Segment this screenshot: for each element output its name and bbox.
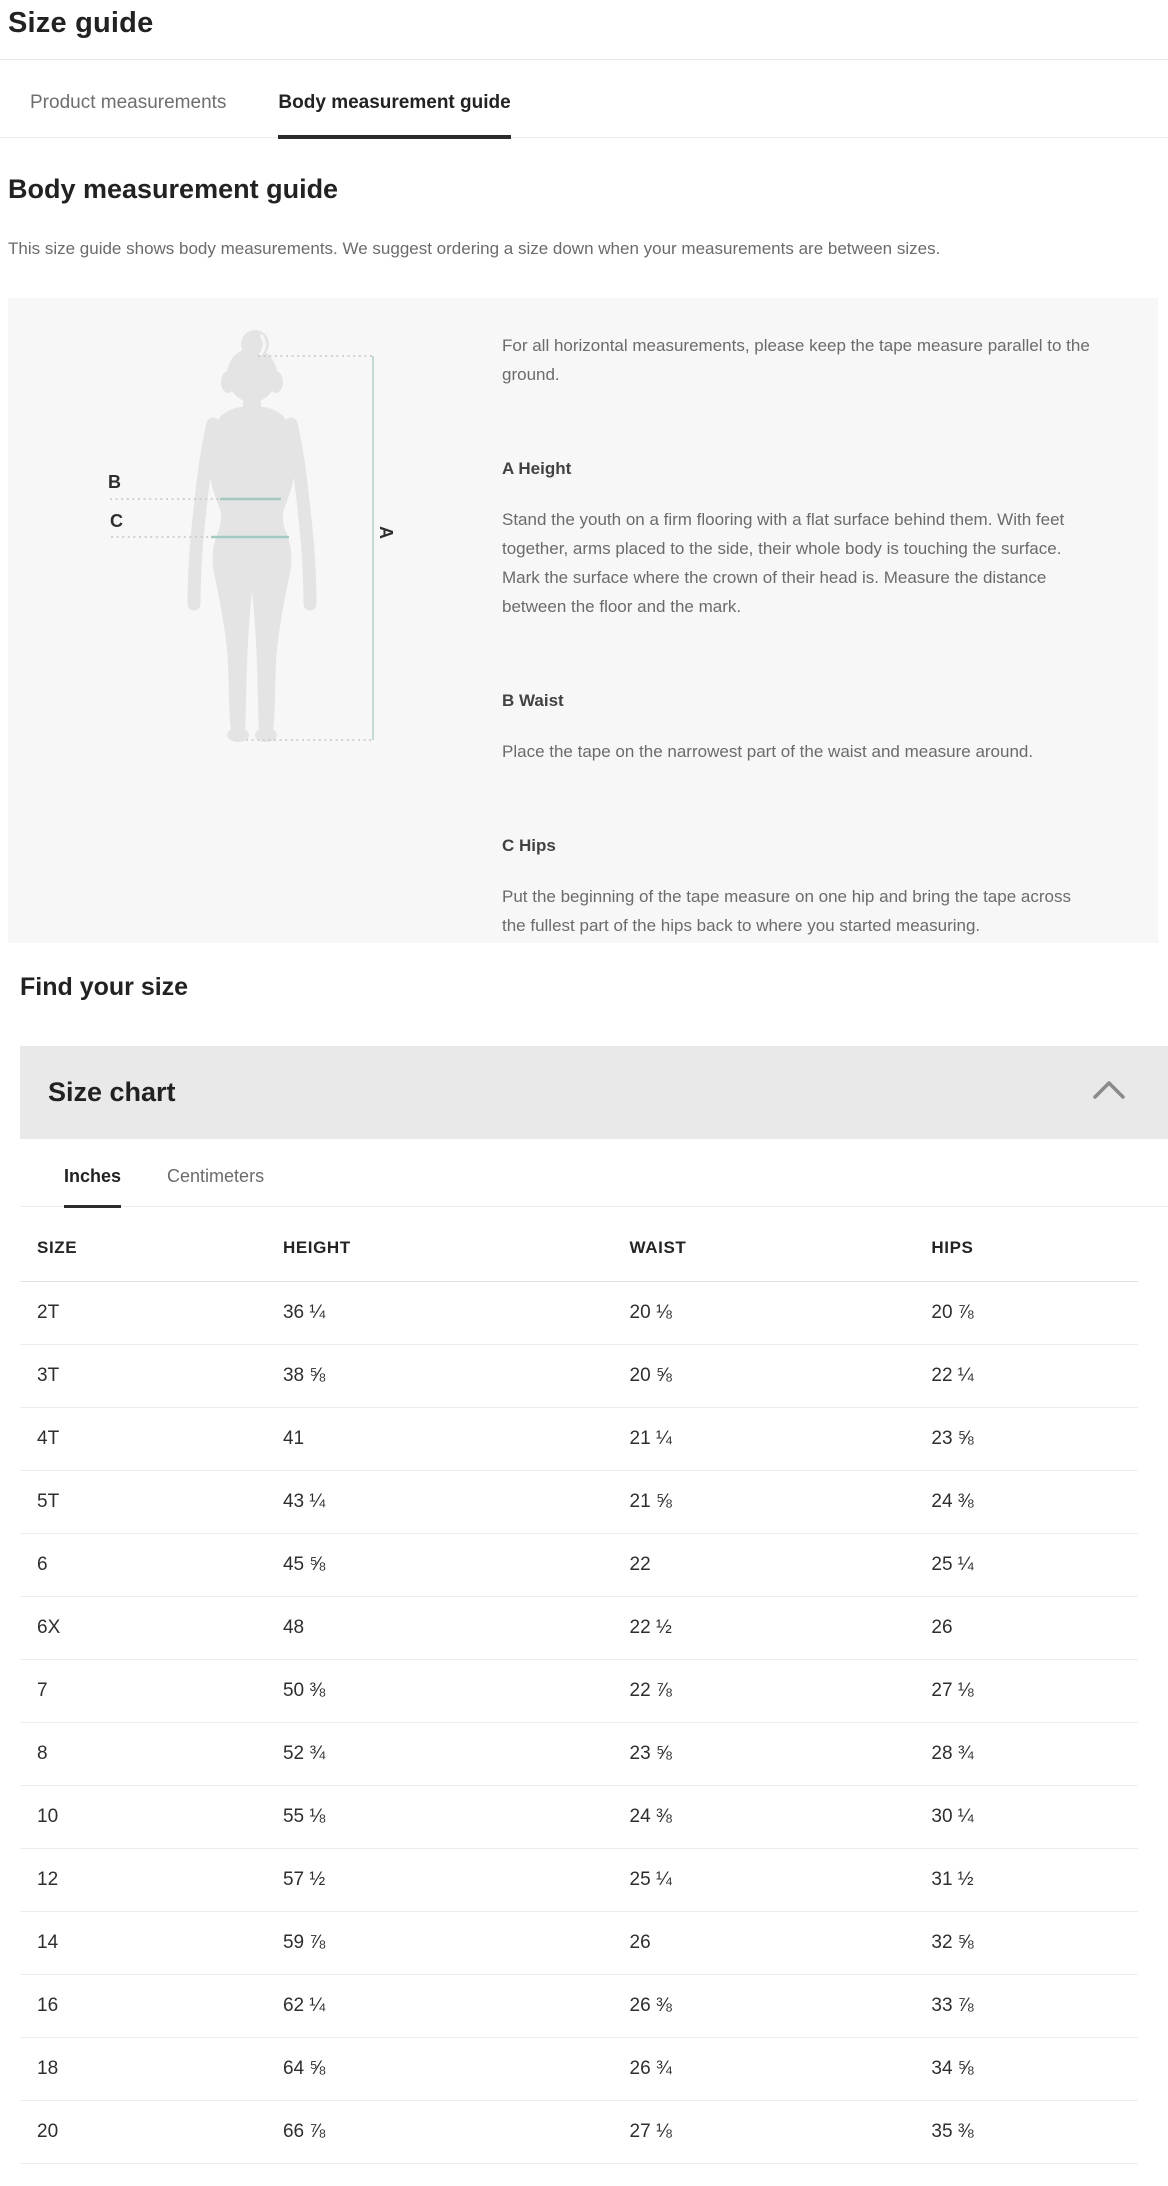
left-foot — [227, 728, 249, 742]
table-row — [20, 2038, 1138, 2101]
cell-height: 55 ⅛ — [266, 1786, 613, 1849]
cell-hips: 27 ⅛ — [914, 1660, 1138, 1723]
cell-height: 64 ⅝ — [266, 2038, 613, 2101]
label-a: A — [376, 526, 396, 539]
cell-hips: 30 ¼ — [914, 1786, 1138, 1849]
cell-waist: 22 — [613, 1534, 915, 1597]
table-row — [20, 1660, 1138, 1723]
cell-waist: 23 ⅝ — [613, 1723, 915, 1786]
column-header-size: SIZE — [20, 1207, 266, 1282]
table-row — [20, 1849, 1138, 1912]
cell-waist: 26 — [613, 1912, 915, 1975]
left-arm — [194, 424, 213, 604]
cell-height: 59 ⅞ — [266, 1912, 613, 1975]
chevron-up-icon[interactable] — [1092, 1080, 1126, 1105]
table-row — [20, 1471, 1138, 1534]
hair-left — [221, 371, 235, 393]
height-instruction — [502, 459, 1094, 621]
cell-waist: 26 ¾ — [613, 2038, 915, 2101]
measurement-instructions — [498, 298, 1158, 943]
label-b: B — [108, 472, 121, 492]
table-row — [20, 1282, 1138, 1345]
cell-waist: 25 ¼ — [613, 1849, 915, 1912]
table-row — [20, 1975, 1138, 2038]
cell-height: 36 ¼ — [266, 1282, 613, 1345]
cell-height: 52 ¾ — [266, 1723, 613, 1786]
cell-size: 7 — [20, 1660, 266, 1723]
unit-tabbar — [20, 1139, 1168, 1207]
cell-hips: 33 ⅞ — [914, 1975, 1138, 2038]
cell-size: 18 — [20, 2038, 266, 2101]
cell-height: 50 ⅜ — [266, 1660, 613, 1723]
hips-instruction-label: C Hips — [502, 836, 556, 855]
cell-waist: 24 ⅜ — [613, 1786, 915, 1849]
cell-waist: 20 ⅛ — [613, 1282, 915, 1345]
label-c: C — [110, 511, 123, 531]
guide-tabbar — [0, 60, 1168, 138]
cell-hips: 20 ⅞ — [914, 1282, 1138, 1345]
waist-instruction-text: Place the tape on the narrowest part of the waist and measure around. — [502, 742, 1034, 761]
cell-size: 2T — [20, 1282, 266, 1345]
cell-waist: 20 ⅝ — [613, 1345, 915, 1408]
cell-size: 4T — [20, 1408, 266, 1471]
cell-hips: 28 ¾ — [914, 1723, 1138, 1786]
table-row — [20, 1723, 1138, 1786]
cell-hips: 34 ⅝ — [914, 2038, 1138, 2101]
column-header-hips: HIPS — [914, 1207, 1138, 1282]
tab-centimeters[interactable]: Centimeters — [167, 1166, 265, 1186]
size-chart-accordion-header[interactable] — [20, 1046, 1168, 1139]
cell-hips: 32 ⅝ — [914, 1912, 1138, 1975]
table-header-row — [20, 1207, 1138, 1282]
body-figure-svg — [8, 298, 498, 943]
cell-height: 45 ⅝ — [266, 1534, 613, 1597]
cell-size: 16 — [20, 1975, 266, 2038]
table-row — [20, 1408, 1138, 1471]
cell-hips: 26 — [914, 1597, 1138, 1660]
table-row — [20, 2101, 1138, 2164]
body-guide-heading: Body measurement guide — [8, 174, 339, 204]
cell-size: 3T — [20, 1345, 266, 1408]
cell-waist: 27 ⅛ — [613, 2101, 915, 2164]
cell-height: 66 ⅞ — [266, 2101, 613, 2164]
cell-waist: 21 ¼ — [613, 1408, 915, 1471]
cell-waist: 22 ⅞ — [613, 1660, 915, 1723]
waist-instruction — [502, 691, 1094, 766]
tab-inches[interactable]: Inches — [64, 1166, 121, 1208]
cell-size: 12 — [20, 1849, 266, 1912]
size-chart-title: Size chart — [48, 1077, 176, 1107]
cell-height: 38 ⅝ — [266, 1345, 613, 1408]
cell-size: 8 — [20, 1723, 266, 1786]
tab-body-measurement-guide[interactable]: Body measurement guide — [278, 92, 510, 139]
cell-waist: 22 ½ — [613, 1597, 915, 1660]
cell-height: 57 ½ — [266, 1849, 613, 1912]
table-row — [20, 1786, 1138, 1849]
torso-and-legs — [209, 406, 295, 734]
table-row — [20, 1534, 1138, 1597]
table-row — [20, 1597, 1138, 1660]
cell-size: 6X — [20, 1597, 266, 1660]
table-row — [20, 1345, 1138, 1408]
cell-hips: 25 ¼ — [914, 1534, 1138, 1597]
find-your-size-heading: Find your size — [20, 973, 189, 1001]
cell-height: 41 — [266, 1408, 613, 1471]
height-instruction-text: Stand the youth on a firm flooring with a flat surface behind them. With feet together, arms placed to the side, their whole body is touching the surface. Mark the surface where the crown of their head is. Measure the distance between the floor and the mark. — [502, 510, 1065, 616]
right-arm — [291, 424, 310, 604]
height-instruction-label: A Height — [502, 459, 572, 478]
cell-waist: 21 ⅝ — [613, 1471, 915, 1534]
cell-size: 20 — [20, 2101, 266, 2164]
waist-instruction-label: B Waist — [502, 691, 564, 710]
cell-size: 6 — [20, 1534, 266, 1597]
instructions-intro: For all horizontal measurements, please keep the tape measure parallel to the ground. — [502, 336, 1090, 384]
cell-height: 43 ¼ — [266, 1471, 613, 1534]
cell-height: 62 ¼ — [266, 1975, 613, 2038]
cell-size: 10 — [20, 1786, 266, 1849]
hips-instruction-text: Put the beginning of the tape measure on one hip and bring the tape across the fullest part of the hips back to where you started measuring. — [502, 887, 1071, 935]
cell-hips: 24 ⅜ — [914, 1471, 1138, 1534]
column-header-waist: WAIST — [613, 1207, 915, 1282]
body-figure-illustration — [8, 298, 498, 943]
hips-instruction — [502, 836, 1094, 940]
page-title: Size guide — [8, 7, 154, 39]
tab-product-measurements[interactable]: Product measurements — [30, 92, 227, 113]
cell-hips: 22 ¼ — [914, 1345, 1138, 1408]
size-chart-table — [20, 1207, 1138, 2164]
column-header-height: HEIGHT — [266, 1207, 613, 1282]
cell-size: 14 — [20, 1912, 266, 1975]
cell-size: 5T — [20, 1471, 266, 1534]
cell-hips: 23 ⅝ — [914, 1408, 1138, 1471]
cell-hips: 31 ½ — [914, 1849, 1138, 1912]
cell-hips: 35 ⅜ — [914, 2101, 1138, 2164]
measurement-panel — [8, 298, 1158, 943]
table-row — [20, 1912, 1138, 1975]
body-guide-description: This size guide shows body measurements. We suggest ordering a size down when your measurements are between sizes. — [8, 239, 941, 258]
hair-right — [269, 371, 283, 393]
cell-waist: 26 ⅜ — [613, 1975, 915, 2038]
cell-height: 48 — [266, 1597, 613, 1660]
